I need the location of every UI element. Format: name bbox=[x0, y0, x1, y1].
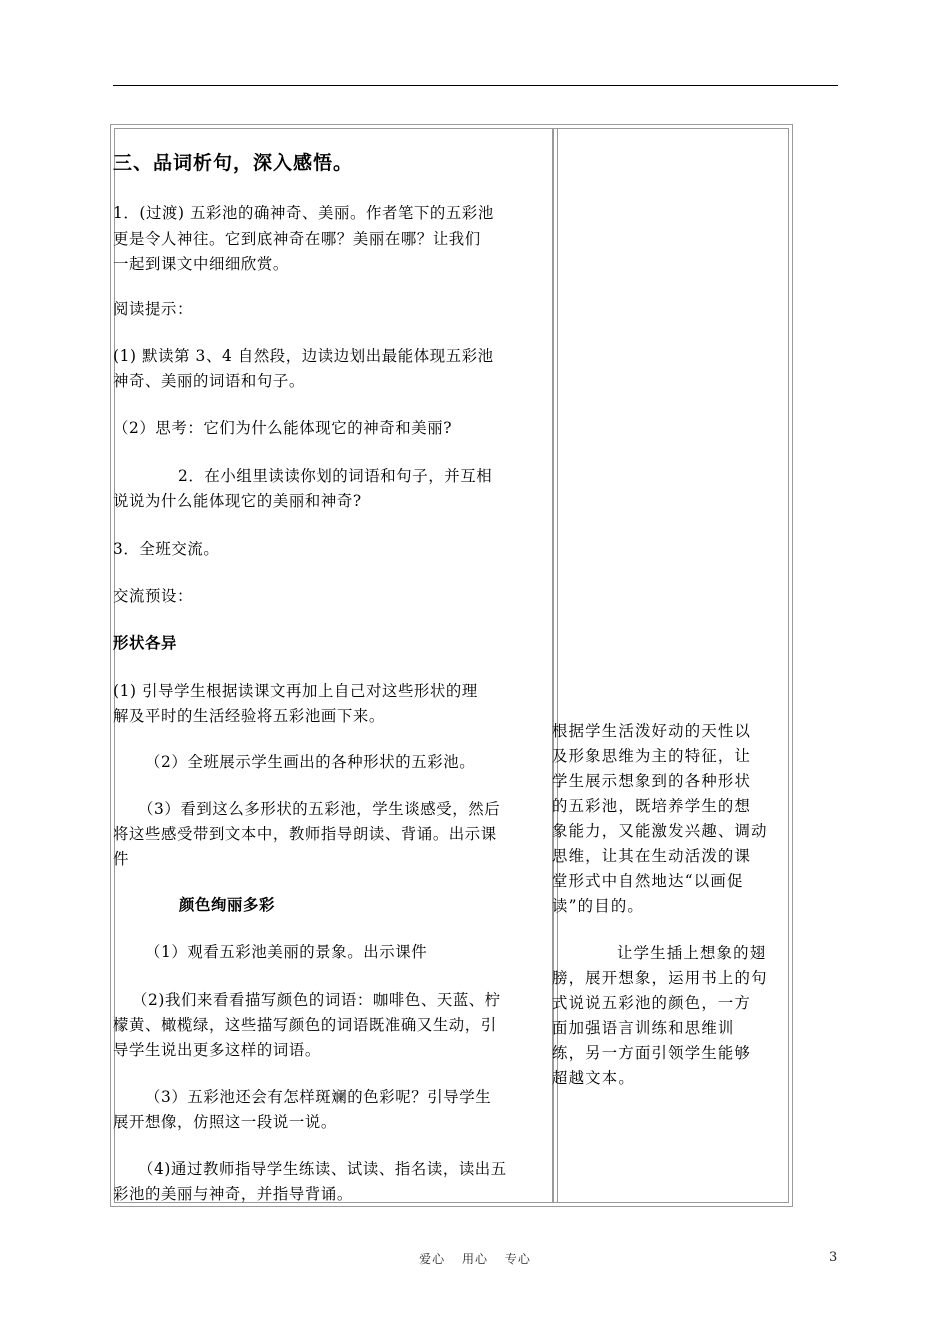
c2-line-2: 檬黄、橄榄绿，这些描写颜色的词语既准确又生动，引 bbox=[113, 1016, 497, 1034]
tip1-line-1: (1) 默读第 3、4 自然段，边读边划出最能体现五彩池 bbox=[113, 347, 494, 365]
r2-line-3: 式说说五彩池的颜色，一方 bbox=[552, 994, 752, 1012]
tip-label: 阅读提示： bbox=[113, 300, 193, 318]
r1-line-7: 堂形式中自然地达“以画促 bbox=[552, 872, 744, 890]
r1-line-5: 象能力，又能激发兴趣、调动 bbox=[552, 822, 768, 840]
p2-line-1: 2．在小组里读读你划的词语和句子，并互相 bbox=[178, 467, 493, 485]
p1-line-2: 更是令人神往。它到底神奇在哪？美丽在哪？让我们 bbox=[113, 230, 481, 248]
tip1-line-2: 神奇、美丽的词语和句子。 bbox=[113, 372, 305, 390]
p1-line-3: 一起到课文中细细欣赏。 bbox=[113, 255, 289, 273]
s1-line-2: 解及平时的生活经验将五彩池画下来。 bbox=[113, 707, 385, 725]
shape-heading: 形状各异 bbox=[113, 634, 177, 652]
s3-line-2: 将这些感受带到文本中，教师指导朗读、背诵。出示课 bbox=[113, 825, 497, 843]
footer-motto-1: 爱心 bbox=[419, 1252, 446, 1266]
design-intent-cell bbox=[553, 128, 789, 1203]
r2-line-4: 面加强语言训练和思维训 bbox=[552, 1019, 735, 1037]
c3-line-1: （3）五彩池还会有怎样斑斓的色彩呢？引导学生 bbox=[145, 1088, 492, 1106]
c2-line-1: （2)我们来看看描写颜色的词语：咖啡色、天蓝、柠 bbox=[132, 991, 501, 1009]
header-rule bbox=[113, 85, 838, 86]
p3-line: 3．全班交流。 bbox=[113, 540, 220, 558]
c1-line: （1）观看五彩池美丽的景象。出示课件 bbox=[145, 943, 428, 961]
r2-line-5: 练，另一方面引领学生能够 bbox=[552, 1044, 752, 1062]
r2-line-2: 膀，展开想象，运用书上的句 bbox=[552, 969, 768, 987]
c2-line-3: 导学生说出更多这样的词语。 bbox=[113, 1041, 321, 1059]
r2-line-6: 超越文本。 bbox=[552, 1069, 635, 1087]
preset-label: 交流预设： bbox=[113, 587, 193, 605]
page-number: 3 bbox=[829, 1250, 838, 1265]
c3-line-2: 展开想像，仿照这一段说一说。 bbox=[113, 1113, 337, 1131]
c4-line-2: 彩池的美丽与神奇，并指导背诵。 bbox=[113, 1185, 353, 1203]
section-heading: 三、品词析句，深入感悟。 bbox=[113, 152, 354, 174]
p2-line-2: 说说为什么能体现它的美丽和神奇? bbox=[113, 492, 362, 510]
r1-line-8: 读”的目的。 bbox=[552, 897, 645, 915]
r1-line-4: 的五彩池，既培养学生的想 bbox=[552, 797, 752, 815]
s1-line-1: (1) 引导学生根据读课文再加上自己对这些形状的理 bbox=[113, 682, 478, 700]
footer-motto-2: 用心 bbox=[461, 1252, 488, 1266]
r1-line-3: 学生展示想象到的各种形状 bbox=[552, 772, 752, 790]
p1-line-1: 1．(过渡) 五彩池的确神奇、美丽。作者笔下的五彩池 bbox=[113, 204, 494, 222]
r1-line-2: 及形象思维为主的特征，让 bbox=[552, 747, 752, 765]
c4-line-1: （4)通过教师指导学生练读、试读、指名读，读出五 bbox=[138, 1160, 507, 1178]
r1-line-1: 根据学生活泼好动的天性以 bbox=[552, 722, 752, 740]
footer-motto-3: 专心 bbox=[504, 1252, 531, 1266]
color-heading: 颜色绚丽多彩 bbox=[179, 896, 275, 914]
r1-line-6: 思维，让其在生动活泼的课 bbox=[552, 847, 752, 865]
s3-line-3: 件 bbox=[113, 850, 129, 868]
s2-line: （2）全班展示学生画出的各种形状的五彩池。 bbox=[145, 753, 476, 771]
tip2-line: （2）思考：它们为什么能体现它的神奇和美丽? bbox=[113, 419, 453, 437]
s3-line-1: （3）看到这么多形状的五彩池，学生谈感受，然后 bbox=[138, 800, 501, 818]
page-footer bbox=[0, 1250, 950, 1267]
r2-line-1: 让学生插上想象的翅 bbox=[617, 944, 767, 962]
